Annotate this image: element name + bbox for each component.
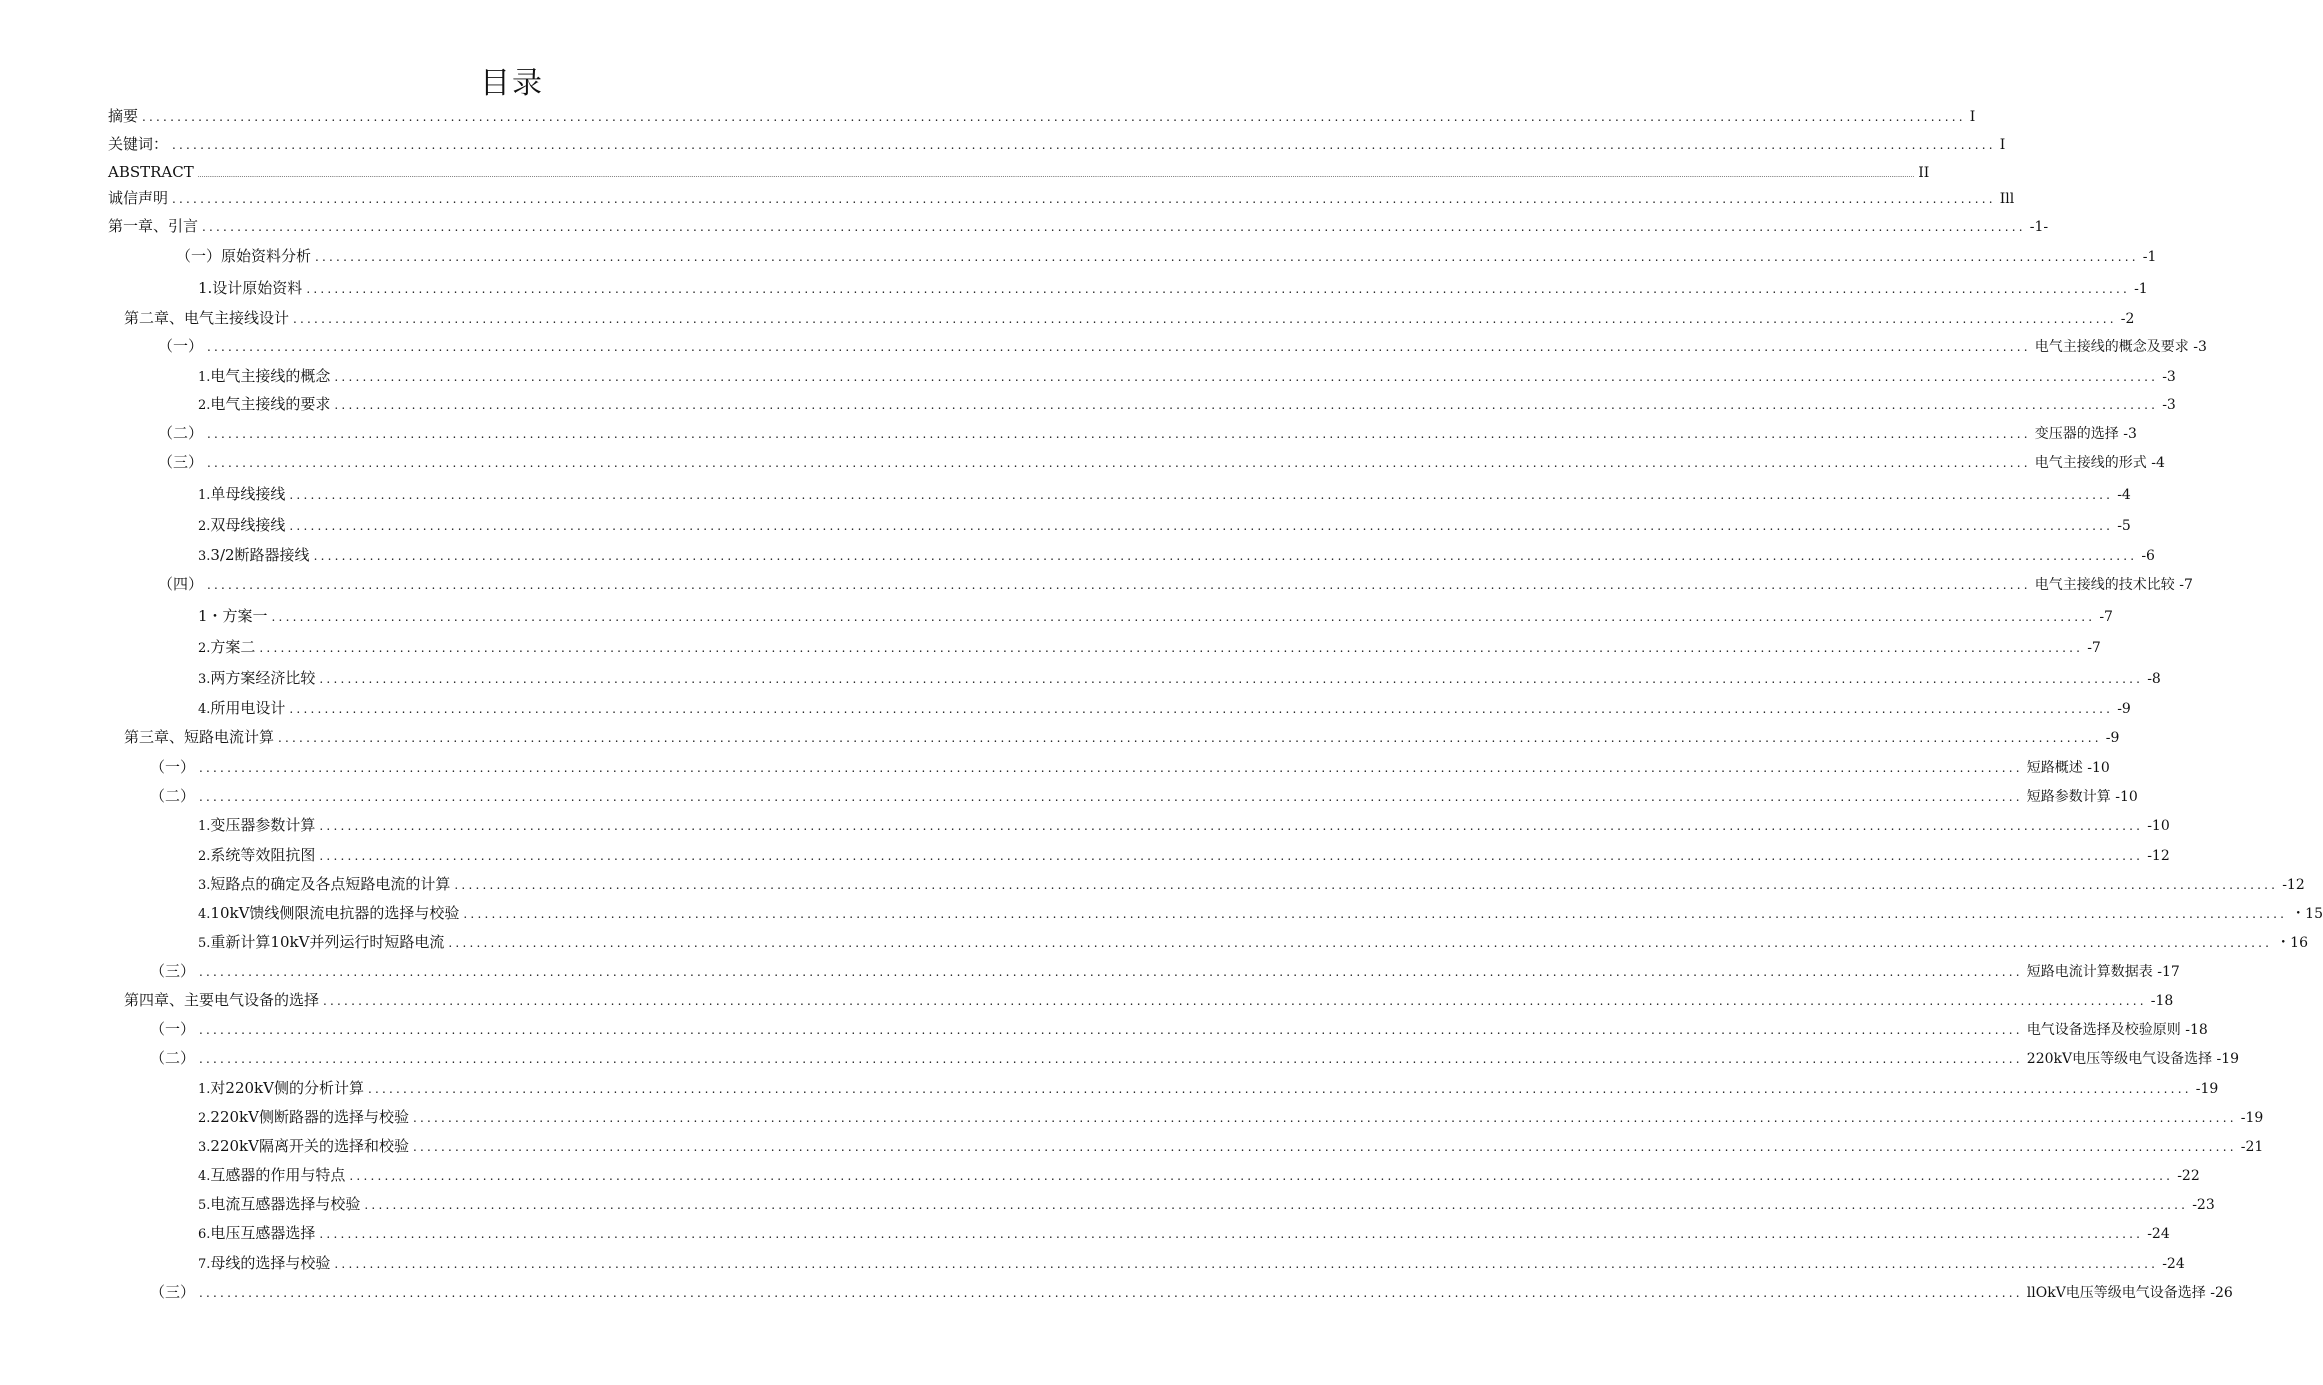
toc-entry-number: 5. xyxy=(198,936,211,951)
toc-entry-page: 变压器的选择 -3 xyxy=(2034,426,2137,442)
toc-entry-number: 4. xyxy=(198,1169,211,1184)
toc-entry[interactable] xyxy=(150,1048,2240,1068)
toc-entry-number: 4. xyxy=(198,702,211,717)
toc-entry-page: ・15 xyxy=(2291,906,2323,922)
dot-leader: .................................................................................................................................................................................................................................................................... xyxy=(207,456,2031,470)
dot-leader: .................................................................................................................................................................................................................................................................... xyxy=(412,1111,2237,1125)
toc-entry[interactable] xyxy=(198,278,2148,298)
toc-entry-page: -24 xyxy=(2147,1226,2170,1242)
toc-entry[interactable] xyxy=(198,1107,2264,1127)
dot-leader: .................................................................................................................................................................................................................................................................... xyxy=(463,907,2288,921)
toc-entry[interactable] xyxy=(198,874,2305,894)
toc-entry-page: ・16 xyxy=(2276,935,2309,951)
toc-entry-page: -3 xyxy=(2162,397,2176,413)
toc-entry[interactable] xyxy=(198,903,2323,923)
toc-entry-page: -6 xyxy=(2141,548,2155,564)
toc-entry-label: 10kV馈线侧限流电抗器的选择与校验 xyxy=(210,904,460,922)
dot-leader: .................................................................................................................................................................................................................................................................... xyxy=(293,312,2117,326)
toc-entry[interactable] xyxy=(198,1078,2219,1098)
toc-entry-number: 2. xyxy=(198,641,211,656)
toc-entry[interactable] xyxy=(158,574,2193,594)
toc-entry-label: （三） xyxy=(158,453,204,471)
toc-entry-page: -24 xyxy=(2162,1256,2185,1272)
toc-entry[interactable] xyxy=(198,515,2131,535)
toc-entry-number: 3. xyxy=(198,672,211,687)
dot-leader: .................................................................................................................................................................................................................................................................... xyxy=(319,849,2144,863)
toc-entry-label: 电流互感器选择与校验 xyxy=(210,1195,361,1213)
toc-entry-page: -7 xyxy=(2099,609,2113,625)
dot-leader: .................................................................................................................................................................................................................................................................... xyxy=(259,641,2084,655)
dot-leader: .................................................................................................................................................................................................................................................................... xyxy=(334,370,2159,384)
toc-entry-label: 短路点的确定及各点短路电流的计算 xyxy=(210,875,451,893)
page-title: 目录 xyxy=(480,66,544,101)
dot-leader: .................................................................................................................................................................................................................................................................... xyxy=(313,549,2138,563)
toc-entry-label: ABSTRACT xyxy=(108,163,194,181)
toc-entry[interactable] xyxy=(198,932,2309,952)
toc-entry[interactable] xyxy=(150,961,2180,981)
dot-leader: .................................................................................................................................................................................................................................................................... xyxy=(199,761,2023,775)
toc-entry-number: 5. xyxy=(198,1198,211,1213)
toc-entry[interactable] xyxy=(198,1223,2170,1243)
toc-entry[interactable] xyxy=(198,1194,2215,1214)
toc-entry-label: （一）原始资料分析 xyxy=(176,247,312,265)
toc-entry[interactable] xyxy=(124,990,2174,1010)
dot-leader: .................................................................................................................................................................................................................................................................... xyxy=(142,110,1966,124)
toc-entry-page: 短路电流计算数据表 -17 xyxy=(2026,964,2180,980)
dot-leader: .................................................................................................................................................................................................................................................................... xyxy=(199,1052,2023,1066)
toc-entry[interactable] xyxy=(198,1253,2185,1273)
toc-entry-page: -1- xyxy=(2029,219,2049,235)
toc-entry-page: 电气主接线的技术比较 -7 xyxy=(2034,577,2193,593)
toc-entry-label: （二） xyxy=(150,1049,196,1067)
toc-entry-page: 电气主接线的概念及要求 -3 xyxy=(2034,339,2207,355)
toc-entry[interactable] xyxy=(150,1282,2233,1302)
toc-entry-label: 1.设计原始资料 xyxy=(198,279,303,297)
toc-entry-page: 电气设备选择及校验原则 -18 xyxy=(2026,1022,2208,1038)
toc-entry-number: 2. xyxy=(198,849,211,864)
toc-entry-page: -3 xyxy=(2162,369,2176,385)
toc-entry-page: -1 xyxy=(2134,281,2148,297)
toc-entry-number: 4. xyxy=(198,907,211,922)
dot-leader: .................................................................................................................................................................................................................................................................... xyxy=(199,790,2023,804)
toc-entry-label: 关键词： xyxy=(108,135,169,153)
toc-entry-label: （三） xyxy=(150,1283,196,1301)
toc-entry-label: 220kV侧断路器的选择与校验 xyxy=(210,1108,409,1126)
toc-entry[interactable] xyxy=(108,134,2006,154)
toc-entry-page: -5 xyxy=(2117,518,2131,534)
toc-entry-label: （一） xyxy=(150,1020,196,1038)
toc-entry[interactable] xyxy=(198,484,2131,504)
toc-entry[interactable] xyxy=(198,637,2101,657)
dot-leader: .................................................................................................................................................................................................................................................................... xyxy=(271,610,2096,624)
toc-entry-page: -22 xyxy=(2177,1168,2200,1184)
toc-entry[interactable] xyxy=(158,452,2165,472)
toc-entry-label: 第三章、短路电流计算 xyxy=(124,728,275,746)
dot-leader: .................................................................................................................................................................................................................................................................... xyxy=(207,578,2031,592)
toc-entry[interactable] xyxy=(158,423,2137,443)
dot-leader: .................................................................................................................................................................................................................................................................... xyxy=(289,519,2114,533)
toc-entry-label: 两方案经济比较 xyxy=(210,669,316,687)
toc-entry-label: 单母线接线 xyxy=(210,485,286,503)
toc-entry[interactable] xyxy=(198,668,2161,688)
dot-leader: .................................................................................................................................................................................................................................................................... xyxy=(319,819,2144,833)
toc-entry-number: 3. xyxy=(198,549,211,564)
toc-entry-label: 方案二 xyxy=(210,638,256,656)
dot-leader: .................................................................................................................................................................................................................................................................... xyxy=(289,702,2114,716)
dot-leader: .................................................................................................................................................................................................................................................................... xyxy=(412,1140,2237,1154)
dot-leader: .................................................................................................................................................................................................................................................................... xyxy=(349,1169,2174,1183)
toc-entry-number: 1. xyxy=(198,1082,211,1097)
dot-leader: .................................................................................................................................................................................................................................................................... xyxy=(172,138,1996,152)
toc-entry-label: 摘要 xyxy=(108,107,139,125)
dot-leader: .................................................................................................................................................................................................................................................................... xyxy=(319,672,2144,686)
toc-entry[interactable] xyxy=(124,727,2120,747)
toc-entry-number: 6. xyxy=(198,1227,211,1242)
toc-entry-number: 2. xyxy=(198,398,211,413)
toc-entry-page: -19 xyxy=(2195,1081,2219,1097)
toc-entry-label: （三） xyxy=(150,962,196,980)
toc-entry-page: -12 xyxy=(2147,848,2170,864)
toc-entry-label: 3/2断路器接线 xyxy=(210,546,310,564)
toc-entry-number: 2. xyxy=(198,519,211,534)
toc-entry-label: 1・方案一 xyxy=(198,607,268,625)
dot-leader: .................................................................................................................................................................................................................................................................... xyxy=(454,878,2279,892)
toc-entry[interactable] xyxy=(198,606,2113,626)
toc-entry-page: -21 xyxy=(2240,1139,2264,1155)
toc-entry[interactable] xyxy=(108,162,1930,182)
toc-entry-page: 短路参数计算 -10 xyxy=(2026,789,2138,805)
toc-entry-label: 母线的选择与校验 xyxy=(210,1254,331,1272)
toc-entry-page: -8 xyxy=(2147,671,2161,687)
toc-entry-page: -2 xyxy=(2120,311,2135,327)
dot-leader: .................................................................................................................................................................................................................................................................... xyxy=(199,1286,2023,1300)
dot-leader: .................................................................................................................................................................................................................................................................... xyxy=(289,488,2114,502)
dot-leader: .................................................................................................................................................................................................................................................................... xyxy=(367,1082,2192,1096)
toc-entry-page: Ill xyxy=(1999,191,2015,207)
toc-entry-number: 7. xyxy=(198,1257,211,1272)
toc-entry-page: 短路概述 -10 xyxy=(2026,760,2110,776)
dot-leader: .................................................................................................................................................................................................................................................................... xyxy=(172,192,1996,206)
toc-entry-number: 1. xyxy=(198,819,211,834)
toc-entry[interactable] xyxy=(198,1165,2200,1185)
dot-leader: .................................................................................................................................................................................................................................................................... xyxy=(306,282,2131,296)
toc-entry-page: -12 xyxy=(2282,877,2305,893)
toc-entry-page: -18 xyxy=(2150,993,2174,1009)
toc-entry-label: 电压互感器选择 xyxy=(210,1224,316,1242)
toc-entry-page: -9 xyxy=(2117,701,2131,717)
toc-entry-label: 变压器参数计算 xyxy=(210,816,316,834)
dot-leader: .................................................................................................................................................................................................................................................................................................................................................................................................................................................................................................................................................................................................................................................................................................................................................................................................................................................................................................................................... xyxy=(197,172,1915,179)
toc-entry-label: 第一章、引言 xyxy=(108,217,199,235)
dot-leader: .................................................................................................................................................................................................................................................................... xyxy=(202,220,2026,234)
toc-entry[interactable] xyxy=(150,757,2110,777)
dot-leader: .................................................................................................................................................................................................................................................................... xyxy=(323,994,2147,1008)
toc-entry[interactable] xyxy=(198,394,2176,414)
toc-entry[interactable] xyxy=(198,845,2170,865)
toc-entry-page: I xyxy=(1999,137,2006,153)
toc-entry-label: 电气主接线的要求 xyxy=(210,395,331,413)
toc-entry-label: 系统等效阻抗图 xyxy=(210,846,316,864)
toc-entry-number: 2. xyxy=(198,1111,211,1126)
toc-entry-label: （一） xyxy=(150,758,196,776)
toc-entry[interactable] xyxy=(108,106,1976,126)
dot-leader: .................................................................................................................................................................................................................................................................... xyxy=(448,936,2273,950)
toc-entry-page: I xyxy=(1969,109,1976,125)
toc-entry[interactable] xyxy=(124,308,2135,328)
toc-entry-label: 互感器的作用与特点 xyxy=(210,1166,346,1184)
dot-leader: .................................................................................................................................................................................................................................................................... xyxy=(334,1257,2159,1271)
toc-entry-page: -19 xyxy=(2240,1110,2264,1126)
toc-entry-label: （二） xyxy=(158,424,204,442)
toc-entry-page: -4 xyxy=(2117,487,2131,503)
toc-entry[interactable] xyxy=(150,1019,2208,1039)
dot-leader: .................................................................................................................................................................................................................................................................... xyxy=(334,398,2159,412)
toc-entry-label: （二） xyxy=(150,787,196,805)
toc-entry-label: 第四章、主要电气设备的选择 xyxy=(124,991,320,1009)
dot-leader: .................................................................................................................................................................................................................................................................... xyxy=(278,731,2102,745)
toc-entry-label: 对220kV侧的分析计算 xyxy=(210,1079,364,1097)
toc-entry-label: 220kV隔离开关的选择和校验 xyxy=(210,1137,409,1155)
toc-entry-number: 1. xyxy=(198,370,211,385)
toc-entry[interactable] xyxy=(198,545,2155,565)
toc-entry-page: -10 xyxy=(2147,818,2170,834)
toc-entry-page: -23 xyxy=(2192,1197,2215,1213)
toc-entry[interactable] xyxy=(198,1136,2264,1156)
toc-entry[interactable] xyxy=(198,698,2131,718)
dot-leader: .................................................................................................................................................................................................................................................................... xyxy=(199,965,2023,979)
toc-entry-number: 1. xyxy=(198,488,211,503)
toc-entry-label: 双母线接线 xyxy=(210,516,286,534)
toc-entry[interactable] xyxy=(150,786,2138,806)
toc-entry[interactable] xyxy=(176,246,2157,266)
dot-leader: .................................................................................................................................................................................................................................................................... xyxy=(319,1227,2144,1241)
toc-entry-page: 220kV电压等级电气设备选择 -19 xyxy=(2026,1051,2240,1067)
toc-entry-page: -9 xyxy=(2105,730,2120,746)
toc-entry-page: -1 xyxy=(2142,249,2157,265)
toc-entry-page: llOkV电压等级电气设备选择 -26 xyxy=(2026,1285,2233,1301)
toc-entry-label: 诚信声明 xyxy=(108,189,169,207)
dot-leader: .................................................................................................................................................................................................................................................................... xyxy=(315,250,2139,264)
toc-entry[interactable] xyxy=(108,188,2015,208)
toc-entry-label: 所用电设计 xyxy=(210,699,286,717)
toc-entry-page: 电气主接线的形式 -4 xyxy=(2034,455,2165,471)
dot-leader: .................................................................................................................................................................................................................................................................... xyxy=(199,1023,2023,1037)
toc-entry-label: （四） xyxy=(158,575,204,593)
toc-entry[interactable] xyxy=(198,815,2170,835)
dot-leader: .................................................................................................................................................................................................................................................................... xyxy=(364,1198,2189,1212)
toc-entry[interactable] xyxy=(108,216,2049,236)
toc-entry-number: 3. xyxy=(198,878,211,893)
toc-entry-number: 3. xyxy=(198,1140,211,1155)
toc-entry-label: （一） xyxy=(158,337,204,355)
toc-entry[interactable] xyxy=(158,336,2207,356)
toc-entry-page: II xyxy=(1918,165,1930,181)
dot-leader: .................................................................................................................................................................................................................................................................... xyxy=(207,340,2031,354)
dot-leader: .................................................................................................................................................................................................................................................................... xyxy=(207,427,2031,441)
toc-entry-label: 重新计算10kV并列运行时短路电流 xyxy=(210,933,445,951)
toc-entry-label: 电气主接线的概念 xyxy=(210,367,331,385)
toc-entry[interactable] xyxy=(198,366,2176,386)
toc-entry-page: -7 xyxy=(2087,640,2101,656)
toc-entry-label: 第二章、电气主接线设计 xyxy=(124,309,290,327)
